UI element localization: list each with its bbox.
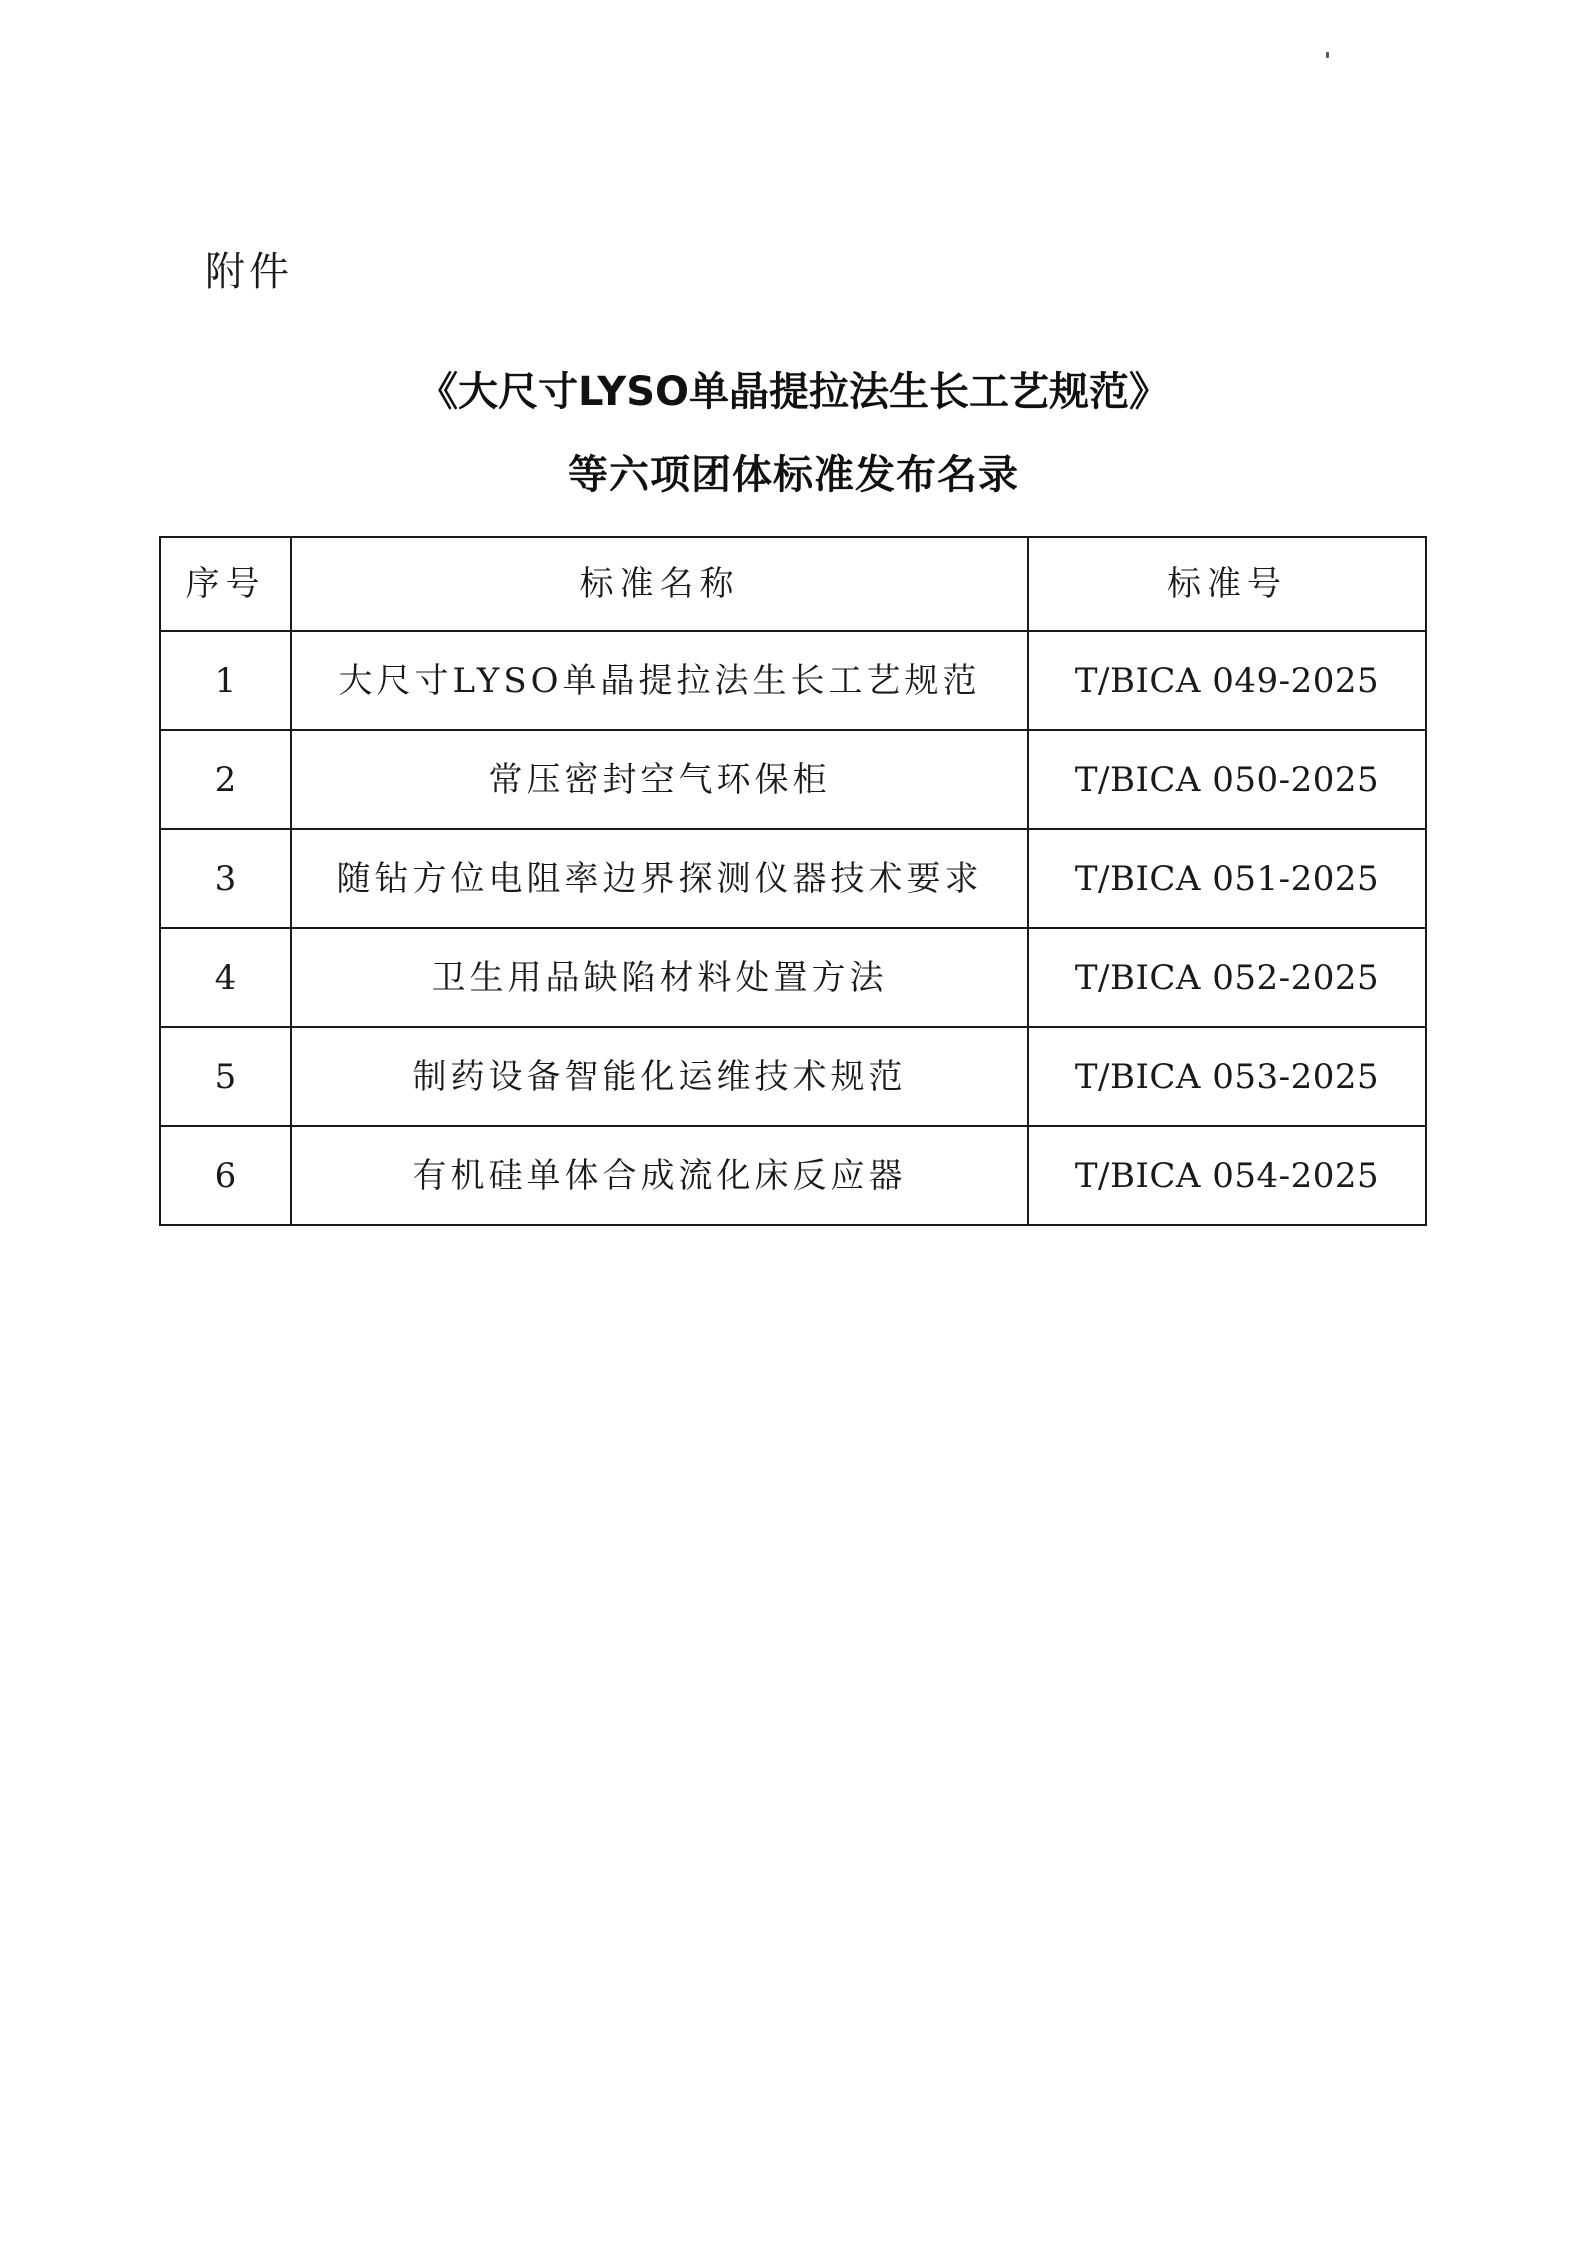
row-standard-name: 有机硅单体合成流化床反应器: [291, 1126, 1028, 1225]
row-index: 5: [160, 1027, 291, 1126]
row-standard-name: 常压密封空气环保柜: [291, 730, 1028, 829]
table-row: [160, 928, 1426, 1027]
document-title-line-2: 等六项团体标准发布名录: [568, 452, 1019, 498]
row-index: 3: [160, 829, 291, 928]
table-row: [160, 1027, 1426, 1126]
row-standard-name: 随钻方位电阻率边界探测仪器技术要求: [291, 829, 1028, 928]
row-index: 6: [160, 1126, 291, 1225]
row-standard-code: T/BICA 049-2025: [1028, 631, 1426, 730]
document-title-line-1: 《大尺寸LYSO单晶提拉法生长工艺规范》: [417, 369, 1170, 415]
header-name: 标准名称: [291, 537, 1028, 631]
header-index: 序号: [160, 537, 291, 631]
table-row: [160, 631, 1426, 730]
row-standard-name: 制药设备智能化运维技术规范: [291, 1027, 1028, 1126]
row-standard-code: T/BICA 051-2025: [1028, 829, 1426, 928]
header-code: 标准号: [1028, 537, 1426, 631]
table-row: [160, 730, 1426, 829]
row-standard-name: 大尺寸LYSO单晶提拉法生长工艺规范: [291, 631, 1028, 730]
row-index: 1: [160, 631, 291, 730]
table-row: [160, 829, 1426, 928]
row-standard-code: T/BICA 054-2025: [1028, 1126, 1426, 1225]
table-row: [160, 1126, 1426, 1225]
row-standard-code: T/BICA 050-2025: [1028, 730, 1426, 829]
row-standard-name: 卫生用品缺陷材料处置方法: [291, 928, 1028, 1027]
row-standard-code: T/BICA 053-2025: [1028, 1027, 1426, 1126]
table-header-row: [160, 537, 1426, 631]
row-index: 4: [160, 928, 291, 1027]
scan-dust-mark: [1326, 52, 1329, 58]
standards-table: [159, 536, 1427, 1226]
attachment-label: 附件: [205, 249, 293, 295]
row-index: 2: [160, 730, 291, 829]
row-standard-code: T/BICA 052-2025: [1028, 928, 1426, 1027]
